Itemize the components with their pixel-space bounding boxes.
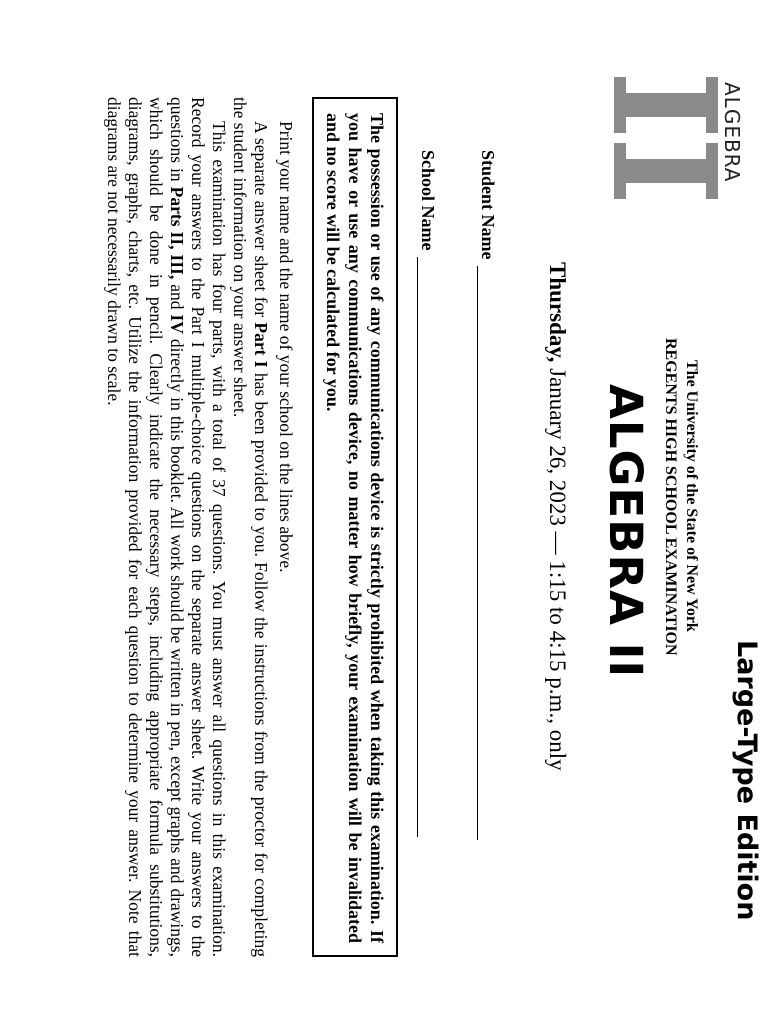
device-warning-box: The possession or use of any communications device is strictly prohibited when taking this examination. If you have or use any communications device, no matter how briefly, your examination will be invalidated and no score will be calculated for you. bbox=[312, 97, 398, 957]
edition-label: Large-Type Edition bbox=[731, 640, 762, 921]
student-name-label: Student Name bbox=[478, 150, 498, 260]
roman-numeral-logo bbox=[604, 75, 734, 205]
subject-label-small: ALGEBRA bbox=[720, 82, 744, 183]
exam-date-time: January 26, 2023 — 1:15 to 4:15 p.m., only bbox=[545, 362, 570, 771]
student-name-row bbox=[477, 150, 498, 840]
school-name-line[interactable] bbox=[417, 257, 436, 837]
exam-day: Thursday, bbox=[545, 262, 570, 363]
exam-date bbox=[544, 262, 570, 771]
exam-type: REGENTS HIGH SCHOOL EXAMINATION bbox=[662, 338, 679, 656]
instruction-p2: A separate answer sheet for Part I has been provided to you. Follow the instructions from the proctor for completing the student information on your answer sheet. bbox=[230, 97, 271, 957]
school-name-row bbox=[417, 150, 438, 837]
instruction-p1: Print your name and the name of your school on the lines above. bbox=[276, 121, 296, 573]
school-name-label: School Name bbox=[418, 150, 438, 251]
instructions bbox=[103, 97, 296, 957]
university-name: The University of the State of New York bbox=[683, 360, 700, 632]
student-name-line[interactable] bbox=[477, 266, 496, 840]
instruction-p3: This examination has four parts, with a total of 37 questions. You must answer all questions in this examination. Record your answers to the Part I multiple-choice questions on the separate answer sheet. Write your answers to the questions in Parts II, III, and IV directly in this booklet. All work should be written in pen, except graphs and drawings, which should be done in pencil. Clearly indicate the necessary steps, including appropriate formula substitutions, diagrams, graphs, charts, etc. Utilize the information provided for each question to determine your answer. Note that diagrams are not necessarily drawn to scale. bbox=[104, 97, 229, 957]
exam-title: ALGEBRA II bbox=[599, 384, 652, 679]
